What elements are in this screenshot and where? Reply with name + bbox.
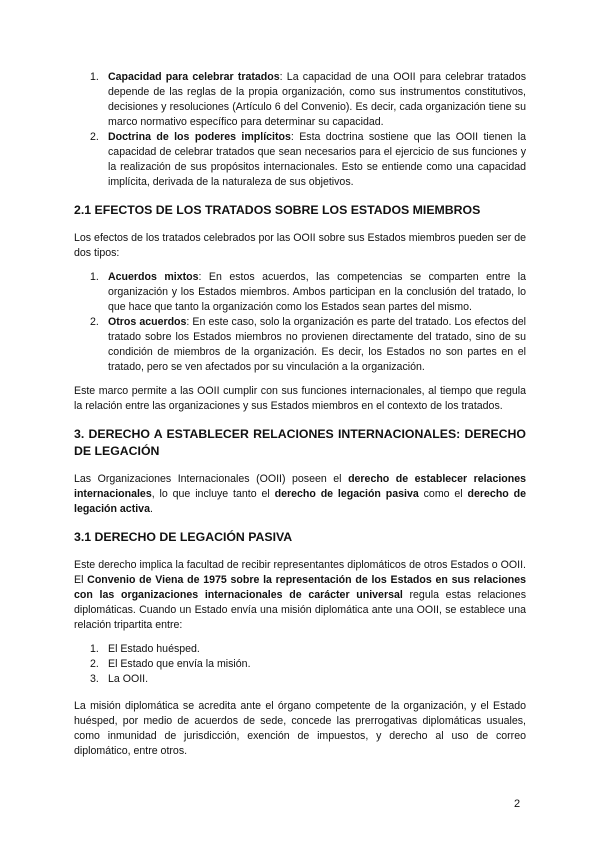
list-item [74, 270, 526, 315]
list-item-title: Acuerdos mixtos [108, 271, 199, 283]
list-number: 2. [90, 131, 99, 143]
tripartite-list [74, 642, 526, 687]
list-item [74, 70, 526, 130]
list-item [74, 672, 526, 687]
text-run: como el [418, 488, 468, 500]
list-item [74, 315, 526, 375]
page-number: 2 [514, 798, 521, 810]
text-run: . [149, 503, 153, 515]
list-item [74, 642, 526, 657]
list-item-text: : Esta doctrina sostiene que las OOII tienen la capacidad de celebrar tratados que sean necesarios para el ejercicio de sus funciones y la realización de sus propósitos internacionales. Esto se entiende como una capacidad implícita, derivada de la naturaleza de sus objetivos. [108, 131, 526, 188]
section-heading-2-1: 2.1 EFECTOS DE LOS TRATADOS SOBRE LOS ESTADOS MIEMBROS [74, 203, 481, 217]
list-item-text: La OOII. [108, 673, 149, 685]
bold-run: Convenio de Viena de 1975 sobre la representación de los Estados en sus relaciones con las organizaciones internacionales de carácter universal [74, 574, 526, 601]
section-3-1-closing: La misión diplomática se acredita ante el órgano competente de la organización, y el Estado huésped, por medio de acuerdos de sede, concede las prerrogativas diplomáticas usuales, como inmunidad de jurisdicción, exención de impuestos, y derecho al uso de correo diplomático, entre otros. [74, 700, 526, 757]
list-item-text: : En este caso, solo la organización es parte del tratado. Los efectos del tratado sobre los Estados miembros no provienen directamente del tratado, sino de su condición de miembros de la organización. Es decir, los Estados no son partes en el tratado, pero se ven afectados por su vinculación a la organización. [108, 316, 526, 373]
list-number: 3. [90, 673, 99, 685]
list-item-text: El Estado que envía la misión. [108, 658, 251, 670]
list-number: 2. [90, 658, 99, 670]
bold-run: derecho de legación pasiva [274, 488, 419, 500]
list-item [74, 130, 526, 190]
capacity-list [74, 70, 526, 190]
section-3-1-paragraph [74, 558, 526, 633]
list-item-title: Capacidad para celebrar tratados [108, 71, 280, 83]
list-number: 1. [90, 643, 99, 655]
effects-list [74, 270, 526, 375]
list-number: 2. [90, 316, 99, 328]
list-item-text: : La capacidad de una OOII para celebrar tratados depende de las reglas de la propia organización, como sus instrumentos constitutivos, decisiones y resoluciones (Artículo 6 del Convenio). Es decir, cada organización tiene su marco normativo específico para determinar su capacidad. [108, 71, 526, 128]
list-item-text: : En estos acuerdos, las competencias se comparten entre la organización y los Estados miembros. Ambos participan en la conclusión del tratado, lo que hace que tanto la organización como los Estados sean partes del mismo. [108, 271, 526, 313]
text-run: Las Organizaciones Internacionales (OOII) poseen el [74, 473, 349, 485]
list-number: 1. [90, 71, 99, 83]
section-heading-3-1: 3.1 DERECHO DE LEGACIÓN PASIVA [74, 530, 293, 544]
text-run: , lo que incluye tanto el [151, 488, 275, 500]
list-item-title: Doctrina de los poderes implícitos [108, 131, 291, 143]
list-item [74, 657, 526, 672]
section-3-paragraph [74, 472, 526, 517]
section-heading-3: 3. DERECHO A ESTABLECER RELACIONES INTERNACIONALES: DERECHO DE LEGACIÓN [74, 427, 526, 458]
list-number: 1. [90, 271, 99, 283]
list-item-title: Otros acuerdos [108, 316, 187, 328]
bold-run: derecho de establecer relaciones internacionales [74, 473, 527, 500]
bold-run: derecho de legación activa [74, 488, 526, 515]
document-page [74, 70, 526, 759]
text-run: Este derecho implica la facultad de recibir representantes diplomáticos de otros Estados o OOII. El [74, 559, 526, 586]
list-item-text: El Estado huésped. [108, 643, 200, 655]
text-run: regula estas relaciones diplomáticas. Cuando un Estado envía una misión diplomática ante una OOII, se establece una relación tripartita entre: [74, 589, 526, 631]
section-2-1-closing: Este marco permite a las OOII cumplir con sus funciones internacionales, al tiempo que regula la relación entre las organizaciones y sus Estados miembros en el contexto de los tratados. [74, 385, 526, 412]
section-2-1-intro: Los efectos de los tratados celebrados por las OOII sobre sus Estados miembros pueden ser de dos tipos: [74, 232, 526, 259]
